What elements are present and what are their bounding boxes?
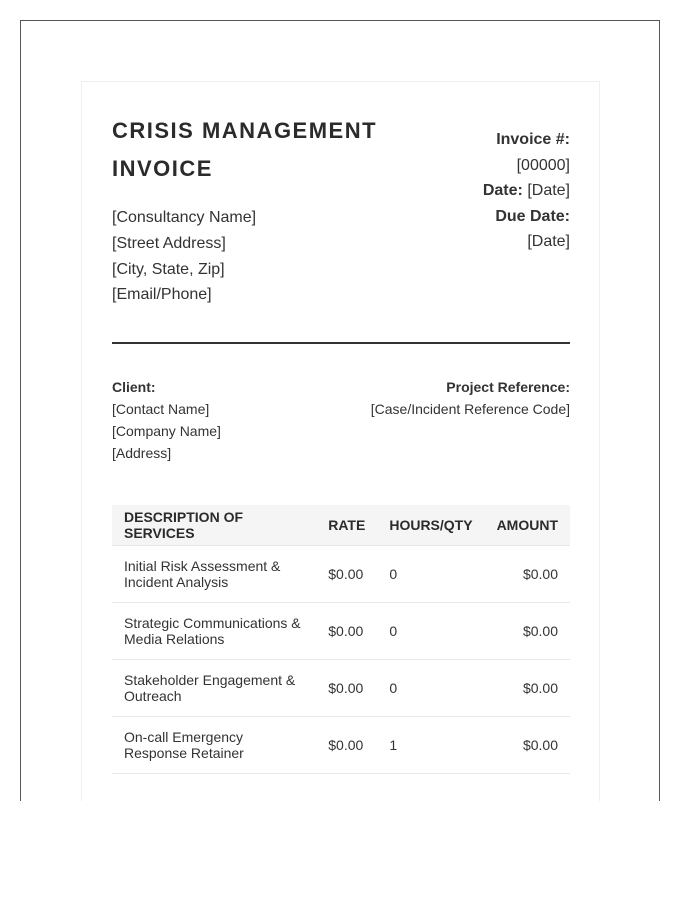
service-qty: 1: [377, 716, 484, 773]
project-reference-label: Project Reference:: [446, 379, 570, 395]
project-reference-code: [Case/Incident Reference Code]: [370, 401, 570, 417]
date-value: [Date]: [527, 182, 570, 199]
service-rate: $0.00: [316, 659, 377, 716]
service-description: Stakeholder Engagement & Outreach: [112, 659, 316, 716]
service-amount: $0.00: [485, 545, 570, 602]
services-table: [112, 505, 570, 774]
invoice-number: [00000]: [516, 156, 570, 174]
table-row: [112, 602, 570, 659]
table-row: [112, 716, 570, 773]
service-rate: $0.00: [316, 716, 377, 773]
due-date-value: [Date]: [527, 233, 570, 250]
header-amount: AMOUNT: [485, 505, 570, 545]
invoice-date-line: [370, 178, 570, 204]
client-address: [Address]: [112, 445, 172, 461]
client-block: [112, 376, 221, 464]
project-reference-block: [371, 376, 570, 420]
client-company-name: [Company Name]: [112, 423, 221, 439]
service-amount: $0.00: [485, 716, 570, 773]
invoice-title: CRISIS MANAGEMENT INVOICE: [112, 118, 378, 181]
service-amount: $0.00: [485, 659, 570, 716]
client-contact-name: [Contact Name]: [112, 401, 210, 417]
header-rate: RATE: [316, 505, 377, 545]
service-qty: 0: [377, 545, 484, 602]
service-rate: $0.00: [316, 545, 377, 602]
due-date-label: Due Date:: [495, 207, 570, 225]
table-header-row: [112, 505, 570, 545]
service-amount: $0.00: [485, 602, 570, 659]
table-row: [112, 659, 570, 716]
service-description: Strategic Communications & Media Relations: [112, 602, 316, 659]
header-description: DESCRIPTION OF SERVICES: [112, 505, 316, 545]
email-phone: [Email/Phone]: [112, 286, 212, 304]
invoice-meta: [370, 127, 570, 255]
service-description: Initial Risk Assessment & Incident Analysis: [112, 545, 316, 602]
header-hours-qty: HOURS/QTY: [377, 505, 484, 545]
client-label: Client:: [112, 379, 156, 395]
street-address: [Street Address]: [112, 234, 226, 252]
consultancy-address-block: [112, 205, 256, 308]
consultancy-name: [Consultancy Name]: [112, 209, 257, 226]
service-qty: 0: [377, 602, 484, 659]
date-label: Date:: [482, 182, 523, 199]
service-qty: 0: [377, 659, 484, 716]
service-rate: $0.00: [316, 602, 377, 659]
city-state-zip: [City, State, Zip]: [112, 260, 225, 278]
table-row: [112, 545, 570, 602]
service-description: On-call Emergency Response Retainer: [112, 716, 316, 773]
invoice-number-label: Invoice #:: [496, 131, 570, 148]
header-divider: [112, 342, 570, 344]
